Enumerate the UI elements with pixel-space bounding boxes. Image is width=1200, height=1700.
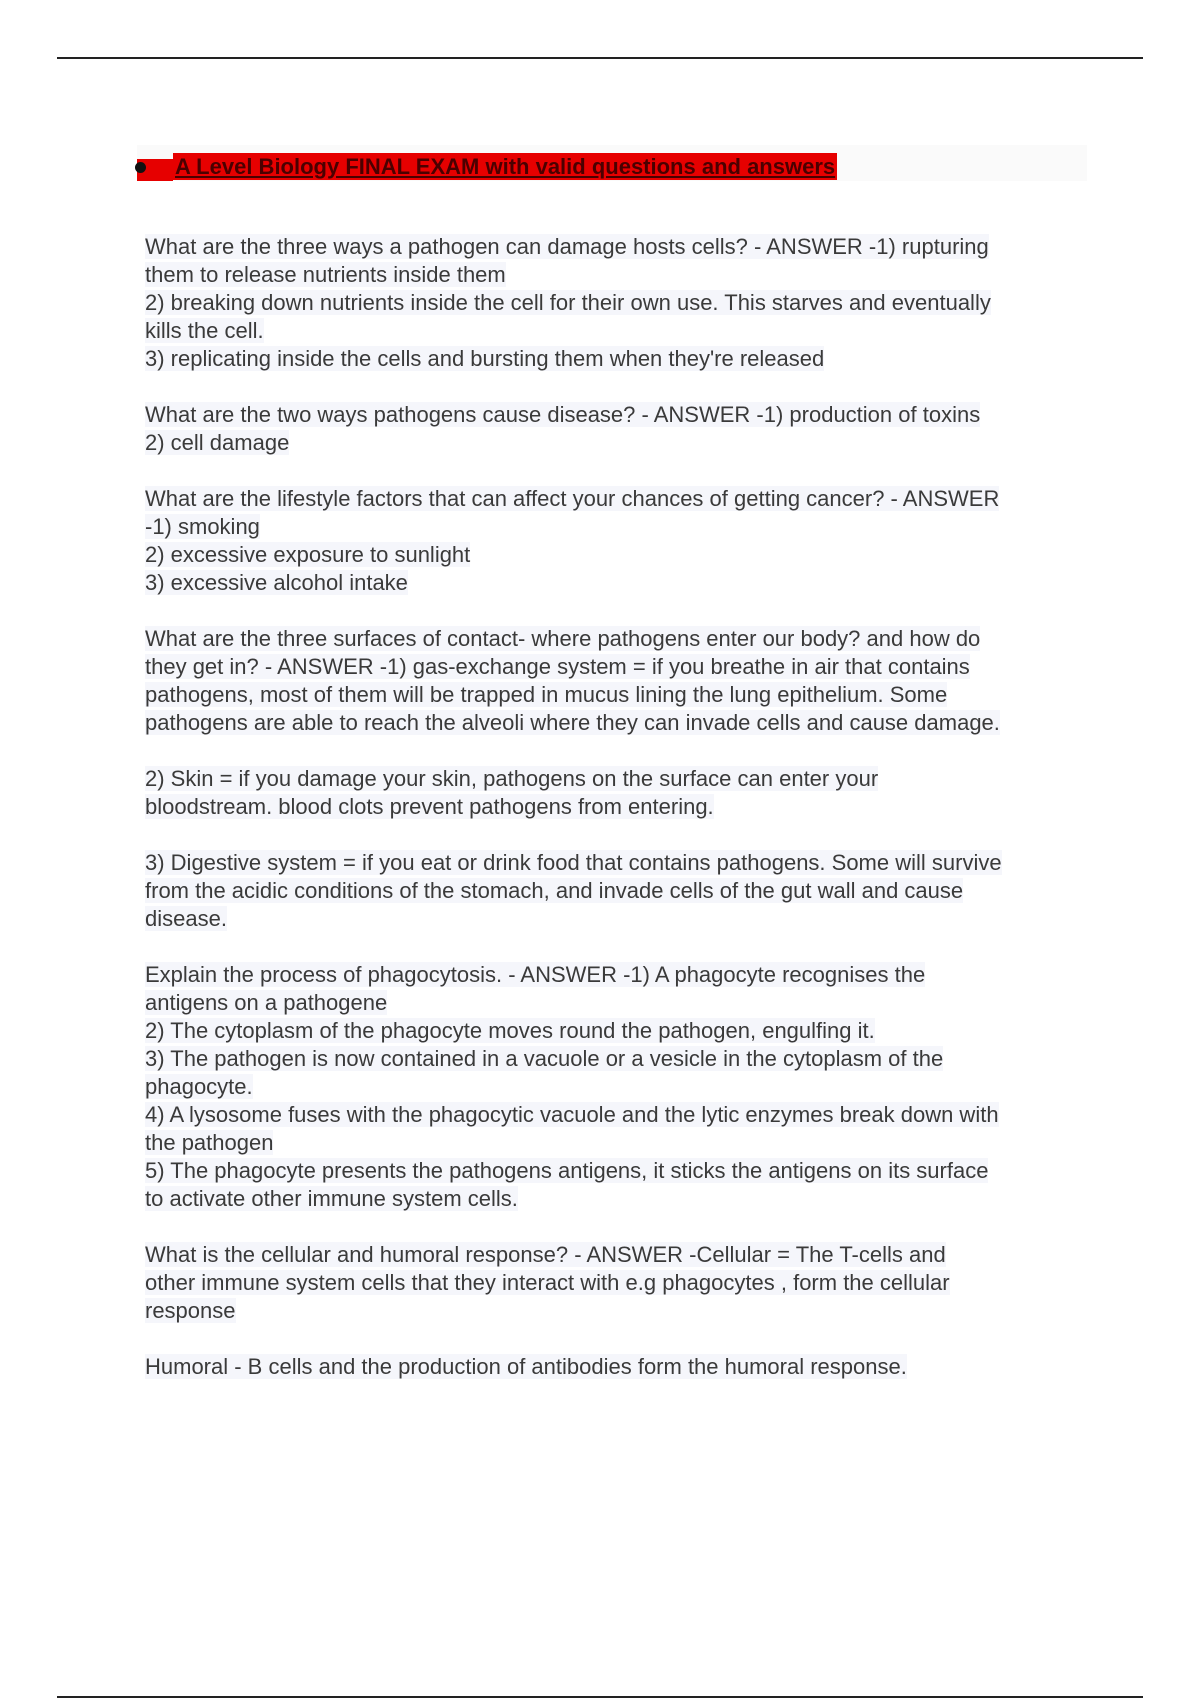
text-line: them to release nutrients inside them: [145, 262, 506, 287]
footer-rule: [57, 1696, 1143, 1698]
header-rule: [57, 57, 1143, 59]
qa-paragraph: [145, 401, 1095, 457]
text-line: What is the cellular and humoral response? - ANSWER -Cellular = The T-cells and: [145, 1242, 946, 1267]
text-line: 3) excessive alcohol intake: [145, 570, 408, 595]
text-line: What are the three ways a pathogen can damage hosts cells? - ANSWER -1) rupturing: [145, 234, 989, 259]
qa-paragraph: [145, 765, 1095, 821]
text-line: to activate other immune system cells.: [145, 1186, 518, 1211]
text-line: pathogens are able to reach the alveoli where they can invade cells and cause damage.: [145, 710, 1000, 735]
qa-paragraph: [145, 961, 1095, 1213]
text-line: response: [145, 1298, 236, 1323]
text-line: phagocyte.: [145, 1074, 253, 1099]
text-line: they get in? - ANSWER -1) gas-exchange system = if you breathe in air that contains: [145, 654, 970, 679]
text-line: other immune system cells that they interact with e.g phagocytes , form the cellular: [145, 1270, 950, 1295]
text-line: What are the two ways pathogens cause disease? - ANSWER -1) production of toxins: [145, 402, 981, 427]
qa-paragraph: [145, 1241, 1095, 1325]
qa-paragraph: [145, 233, 1095, 373]
bullet-icon: [135, 162, 146, 173]
text-line: disease.: [145, 906, 227, 931]
text-line: 3) Digestive system = if you eat or drink food that contains pathogens. Some will survive: [145, 850, 1002, 875]
text-line: Explain the process of phagocytosis. - ANSWER -1) A phagocyte recognises the: [145, 962, 926, 987]
text-line: bloodstream. blood clots prevent pathogens from entering.: [145, 794, 714, 819]
text-line: 3) The pathogen is now contained in a vacuole or a vesicle in the cytoplasm of the: [145, 1046, 944, 1071]
text-line: 2) cell damage: [145, 430, 290, 455]
document-body: [145, 233, 1095, 1409]
text-line: Humoral - B cells and the production of antibodies form the humoral response.: [145, 1354, 907, 1379]
text-line: 2) Skin = if you damage your skin, pathogens on the surface can enter your: [145, 766, 879, 791]
text-line: -1) smoking: [145, 514, 260, 539]
text-line: pathogens, most of them will be trapped in mucus lining the lung epithelium. Some: [145, 682, 948, 707]
text-line: What are the lifestyle factors that can affect your chances of getting cancer? - ANSWER: [145, 486, 1000, 511]
text-line: the pathogen: [145, 1130, 274, 1155]
text-line: 2) breaking down nutrients inside the cell for their own use. This starves and eventually: [145, 290, 991, 315]
qa-paragraph: [145, 625, 1095, 737]
text-line: antigens on a pathogene: [145, 990, 388, 1015]
text-line: 5) The phagocyte presents the pathogens antigens, it sticks the antigens on its surface: [145, 1158, 989, 1183]
qa-paragraph: [145, 1353, 1095, 1381]
text-line: 3) replicating inside the cells and bursting them when they're released: [145, 346, 825, 371]
qa-paragraph: [145, 849, 1095, 933]
text-line: 2) The cytoplasm of the phagocyte moves round the pathogen, engulfing it.: [145, 1018, 875, 1043]
text-line: 4) A lysosome fuses with the phagocytic vacuole and the lytic enzymes break down with: [145, 1102, 999, 1127]
qa-paragraph: [145, 485, 1095, 597]
text-line: 2) excessive exposure to sunlight: [145, 542, 471, 567]
text-line: kills the cell.: [145, 318, 264, 343]
document-title: A Level Biology FINAL EXAM with valid questions and answers: [175, 154, 836, 179]
text-line: What are the three surfaces of contact- where pathogens enter our body? and how do: [145, 626, 981, 651]
text-line: from the acidic conditions of the stomach, and invade cells of the gut wall and cause: [145, 878, 964, 903]
